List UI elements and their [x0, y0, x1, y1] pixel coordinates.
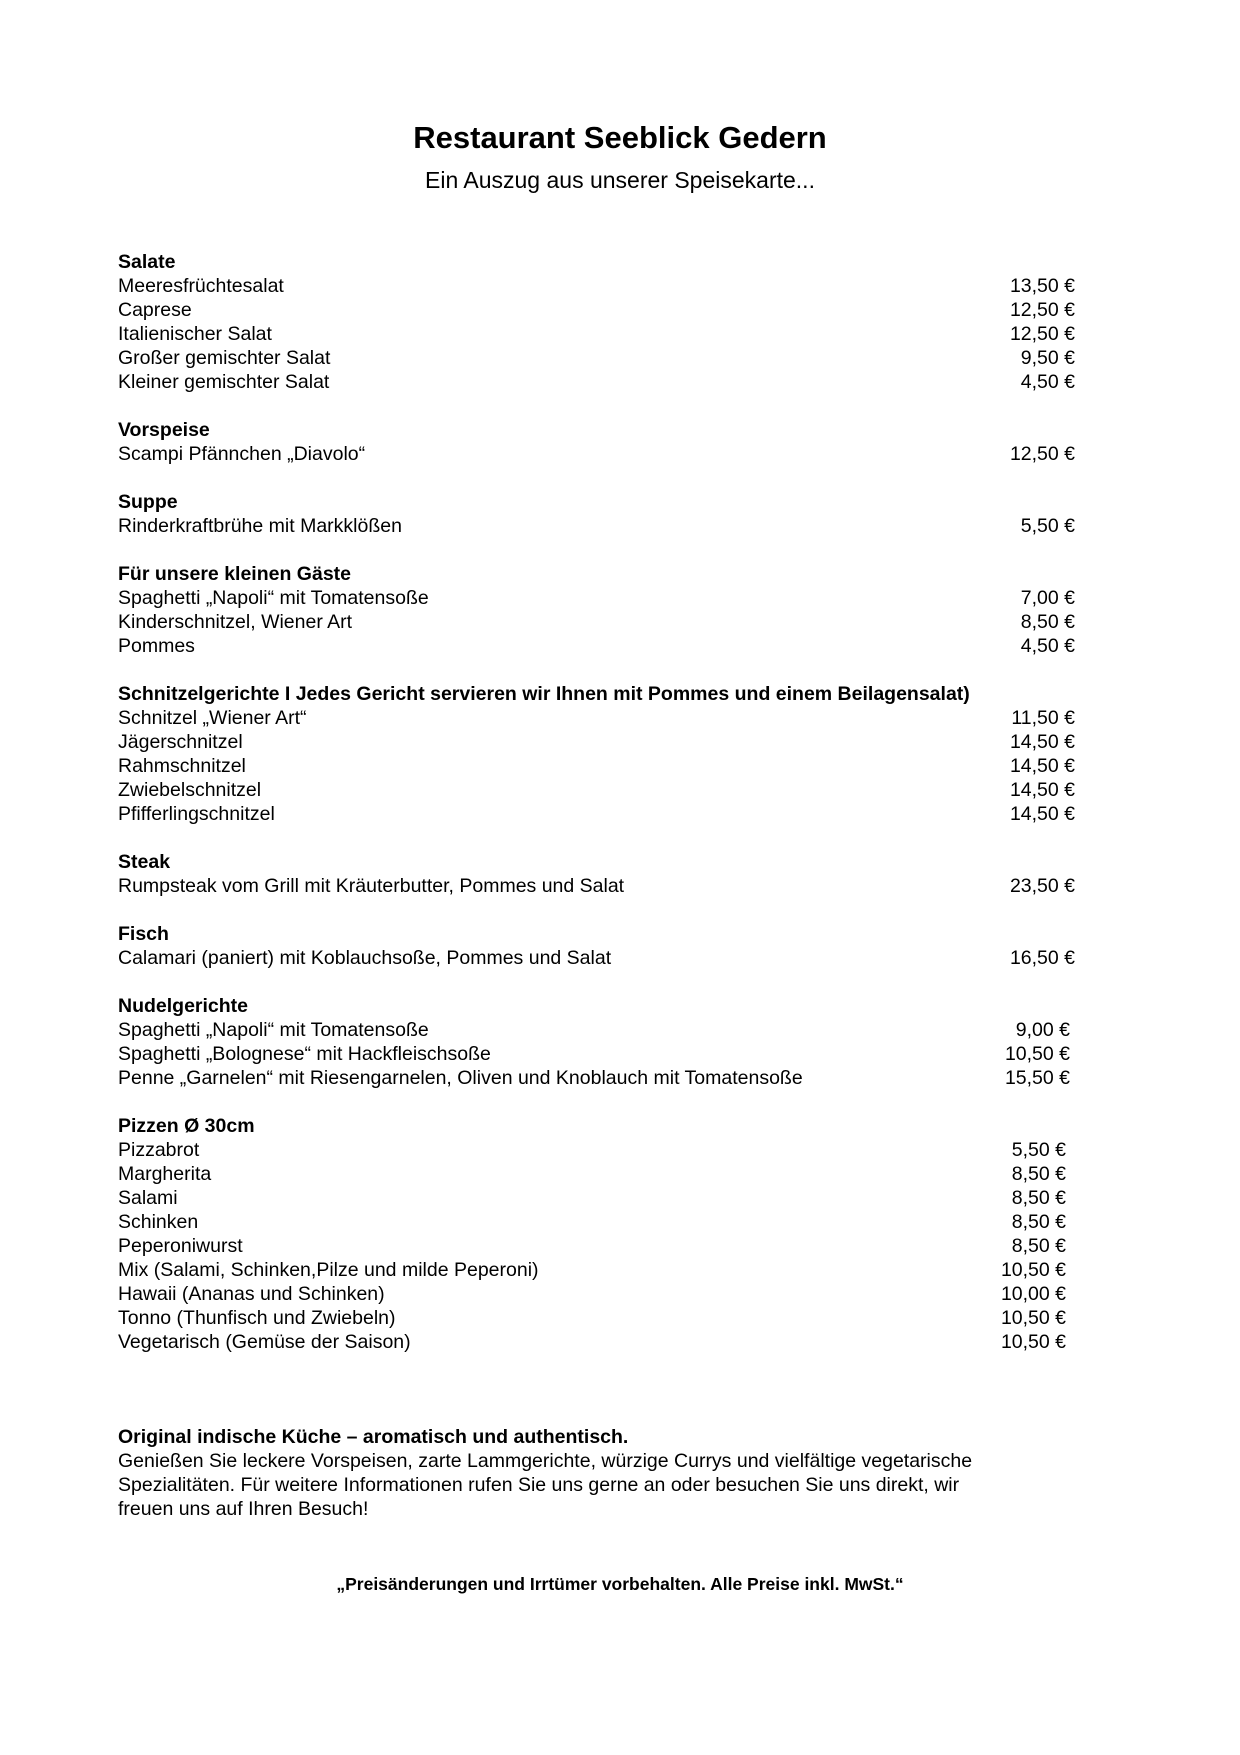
menu-item-price: 5,50 €	[1020, 515, 1075, 537]
menu-item-name: Caprese	[118, 299, 192, 321]
section-title: Vorspeise	[118, 419, 210, 441]
menu-item	[118, 778, 1078, 802]
menu-item	[118, 1210, 1078, 1234]
menu-item-price: 8,50 €	[1020, 611, 1075, 633]
menu-item	[118, 730, 1078, 754]
menu-item	[118, 274, 1078, 298]
menu-item-price: 4,50 €	[1020, 371, 1075, 393]
menu-item-price: 13,50 €	[1009, 275, 1075, 297]
menu-item	[118, 1258, 1078, 1282]
menu-item	[118, 1042, 1078, 1066]
menu-item-price: 8,50 €	[1011, 1163, 1066, 1185]
menu-item	[118, 802, 1078, 826]
menu-item	[118, 706, 1078, 730]
section-title: Für unsere kleinen Gäste	[118, 563, 352, 585]
menu-item-price: 12,50 €	[1009, 443, 1075, 465]
menu-item-name: Kleiner gemischter Salat	[118, 371, 330, 393]
menu-item-name: Penne „Garnelen“ mit Riesengarnelen, Oliven und Knoblauch mit Tomatensoße	[118, 1067, 803, 1089]
menu-item-name: Margherita	[118, 1163, 212, 1185]
menu-item	[118, 442, 1078, 466]
menu-item-name: Schinken	[118, 1211, 199, 1233]
menu-item-price: 11,50 €	[1011, 707, 1075, 729]
menu-section	[118, 682, 1078, 826]
indian-cuisine-text-line: Genießen Sie leckere Vorspeisen, zarte Lammgerichte, würzige Currys und vielfältige vegetarische	[118, 1450, 973, 1472]
section-title: Schnitzelgerichte I Jedes Gericht servieren wir Ihnen mit Pommes und einem Beilagensalat)	[118, 683, 970, 705]
section-title: Nudelgerichte	[118, 995, 249, 1017]
page-title: Restaurant Seeblick Gedern	[413, 120, 827, 155]
menu-item	[118, 370, 1078, 394]
indian-cuisine-text-line: freuen uns auf Ihren Besuch!	[118, 1498, 369, 1520]
menu-item-price: 16,50 €	[1009, 947, 1075, 969]
menu-item-name: Calamari (paniert) mit Koblauchsoße, Pommes und Salat	[118, 947, 612, 969]
menu-item-name: Zwiebelschnitzel	[118, 779, 262, 801]
menu-item-price: 10,00 €	[1000, 1283, 1066, 1305]
menu-item-name: Rumpsteak vom Grill mit Kräuterbutter, Pommes und Salat	[118, 875, 625, 897]
menu-item-name: Salami	[118, 1187, 178, 1209]
menu-item-price: 10,50 €	[1000, 1259, 1066, 1281]
menu-item	[118, 946, 1078, 970]
menu-item	[118, 1186, 1078, 1210]
menu-item-price: 15,50 €	[1004, 1067, 1070, 1089]
section-title: Salate	[118, 251, 176, 273]
menu-item-name: Großer gemischter Salat	[118, 347, 331, 369]
menu-item-price: 14,50 €	[1009, 803, 1075, 825]
section-title: Steak	[118, 851, 171, 873]
indian-cuisine-note	[118, 1425, 1078, 1521]
menu-item	[118, 322, 1078, 346]
menu-item-name: Hawaii (Ananas und Schinken)	[118, 1283, 385, 1305]
menu-item-name: Vegetarisch (Gemüse der Saison)	[118, 1331, 411, 1353]
menu-item-name: Spaghetti „Napoli“ mit Tomatensoße	[118, 587, 429, 609]
menu-item-name: Schnitzel „Wiener Art“	[118, 707, 307, 729]
menu-section	[118, 922, 1078, 970]
menu-section	[118, 994, 1078, 1090]
menu-item-name: Pommes	[118, 635, 195, 657]
menu-item-price: 23,50 €	[1009, 875, 1075, 897]
menu-item-name: Rahmschnitzel	[118, 755, 246, 777]
menu-item-price: 14,50 €	[1009, 731, 1075, 753]
indian-cuisine-title: Original indische Küche – aromatisch und authentisch.	[118, 1426, 629, 1448]
menu-item	[118, 874, 1078, 898]
indian-cuisine-text-line: Spezialitäten. Für weitere Informationen rufen Sie uns gerne an oder besuchen Sie uns direkt, wir	[118, 1474, 960, 1496]
page-subtitle: Ein Auszug aus unserer Speisekarte...	[425, 167, 815, 193]
menu-item	[118, 298, 1078, 322]
menu-item-price: 10,50 €	[1000, 1331, 1066, 1353]
menu-item-name: Pizzabrot	[118, 1139, 200, 1161]
menu-item-price: 8,50 €	[1011, 1211, 1066, 1233]
menu-section	[118, 418, 1078, 466]
menu-item-name: Italienischer Salat	[118, 323, 272, 345]
menu-item-price: 10,50 €	[1000, 1307, 1066, 1329]
menu-item-name: Mix (Salami, Schinken,Pilze und milde Peperoni)	[118, 1259, 539, 1281]
menu-item-price: 14,50 €	[1009, 755, 1075, 777]
menu-item-price: 4,50 €	[1020, 635, 1075, 657]
price-disclaimer: „Preisänderungen und Irrtümer vorbehalten. Alle Preise inkl. MwSt.“	[336, 1574, 904, 1594]
menu-section	[118, 562, 1078, 658]
menu-section	[118, 250, 1078, 394]
menu-item	[118, 1306, 1078, 1330]
menu-item	[118, 1138, 1078, 1162]
menu-item-name: Tonno (Thunfisch und Zwiebeln)	[118, 1307, 396, 1329]
menu-item-name: Kinderschnitzel, Wiener Art	[118, 611, 353, 633]
menu-item	[118, 610, 1078, 634]
menu-item-name: Peperoniwurst	[118, 1235, 243, 1257]
menu-item-name: Pfifferlingschnitzel	[118, 803, 275, 825]
menu-item	[118, 1018, 1078, 1042]
menu-item-name: Rinderkraftbrühe mit Markklößen	[118, 515, 402, 537]
menu-item-price: 8,50 €	[1011, 1187, 1066, 1209]
menu-item	[118, 1162, 1078, 1186]
menu-item-name: Scampi Pfännchen „Diavolo“	[118, 443, 366, 465]
menu-item-price: 14,50 €	[1009, 779, 1075, 801]
menu-item	[118, 514, 1078, 538]
menu-section	[118, 1114, 1078, 1354]
menu-list	[118, 250, 1078, 1378]
section-title: Fisch	[118, 923, 169, 945]
menu-item-price: 12,50 €	[1009, 299, 1075, 321]
menu-item-price: 9,50 €	[1020, 347, 1075, 369]
menu-item	[118, 346, 1078, 370]
menu-item	[118, 1234, 1078, 1258]
menu-item-price: 8,50 €	[1011, 1235, 1066, 1257]
menu-item	[118, 1282, 1078, 1306]
menu-item	[118, 586, 1078, 610]
menu-item	[118, 634, 1078, 658]
menu-item-name: Spaghetti „Bolognese“ mit Hackfleischsoße	[118, 1043, 491, 1065]
menu-section	[118, 490, 1078, 538]
menu-item	[118, 754, 1078, 778]
menu-item	[118, 1066, 1078, 1090]
menu-item-price: 12,50 €	[1009, 323, 1075, 345]
menu-item-price: 7,00 €	[1020, 587, 1075, 609]
menu-item-name: Spaghetti „Napoli“ mit Tomatensoße	[118, 1019, 429, 1041]
section-title: Pizzen Ø 30cm	[118, 1115, 255, 1137]
menu-item-price: 9,00 €	[1015, 1019, 1070, 1041]
menu-item-name: Meeresfrüchtesalat	[118, 275, 284, 297]
section-title: Suppe	[118, 491, 178, 513]
menu-item-price: 5,50 €	[1011, 1139, 1066, 1161]
menu-item-name: Jägerschnitzel	[118, 731, 243, 753]
menu-item	[118, 1330, 1078, 1354]
menu-item-price: 10,50 €	[1004, 1043, 1070, 1065]
menu-section	[118, 850, 1078, 898]
